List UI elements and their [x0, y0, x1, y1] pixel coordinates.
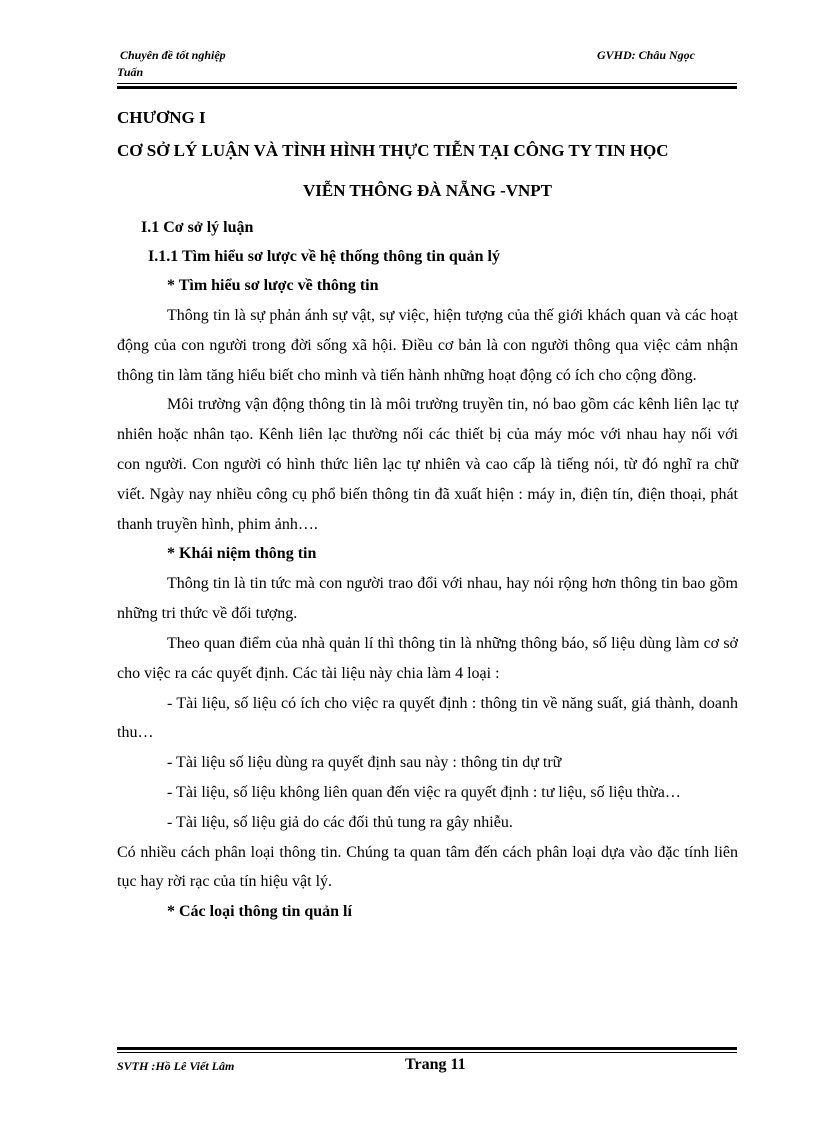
chapter-title-line-2: VIỄN THÔNG ĐÀ NẴNG -VNPT [302, 181, 553, 200]
chapter-label: CHƯƠNG I [117, 108, 206, 127]
header-rule-thin [117, 83, 737, 84]
list-item-2: - Tài liệu số liệu dùng ra quyết định sau này : thông tin dự trữ [167, 754, 562, 772]
paragraph-2: Môi trường vận động thông tin là môi trường truyền tin, nó bao gồm các kênh liên lạc tự nhiên hoặc nhân tạo. Kênh liên lạc thường nối các thiết bị của máy móc với nhau hay nối với con người. Con người có hình thức liên lạc tự nhiên và cao cấp là tiếng nói, từ đó nghĩ ra chữ viết. Ngày nay nhiều công cụ phổ biến thông tin đã xuất hiện : máy in, điện tín, điện thoại, phát thanh truyền hình, phim ảnh…. [117, 396, 738, 533]
list-item-1: - Tài liệu, số liệu có ích cho việc ra quyết định : thông tin về năng suất, giá thành, doanh thu… [117, 694, 738, 742]
footer-rule-thin [117, 1052, 737, 1053]
paragraph-1: Thông tin là sự phản ánh sự vật, sự việc, hiện tượng của thế giới khách quan và các hoạt động của con người trong đời sống xã hội. Điều cơ bản là con người thông qua việc cảm nhận thông tin làm tăng hiểu biết cho mình và tiến hành những hoạt động có ích cho cộng đồng. [117, 307, 738, 384]
header-advisor: GVHD: Châu Ngọc [597, 48, 696, 62]
topic-heading-concept: * Khái niệm thông tin [167, 545, 317, 563]
list-item-4: - Tài liệu, số liệu giả do các đối thủ tung ra gây nhiễu. [167, 813, 513, 831]
page-body [117, 103, 738, 927]
chapter-title-line-1: CƠ SỞ LÝ LUẬN VÀ TÌNH HÌNH THỰC TIỄN TẠI CÔNG TY TIN HỌC [117, 141, 669, 160]
footer-author: SVTH :Hồ Lê Viết Lâm [117, 1059, 235, 1073]
section-heading: I.1 Cơ sở lý luận [141, 219, 254, 236]
topic-heading-types: * Các loại thông tin quản lí [167, 903, 352, 921]
topic-heading-overview: * Tìm hiểu sơ lược về thông tin [167, 277, 379, 294]
header-rule-thick [117, 86, 737, 89]
footer-rule-thick [117, 1047, 737, 1050]
header-document-title: Chuyên đề tốt nghiệp [120, 48, 226, 62]
paragraph-9: Có nhiều cách phân loại thông tin. Chúng ta quan tâm đến cách phân loại dựa vào đặc tính liên tục hay rời rạc của tín hiệu vật lý. [117, 843, 738, 891]
subsection-heading: I.1.1 Tìm hiểu sơ lược về hệ thống thông tin quản lý [148, 248, 500, 265]
header-advisor-continued: Tuấn [117, 65, 144, 79]
paragraph-3: Thông tin là tin tức mà con người trao đổi với nhau, hay nói rộng hơn thông tin bao gồm những tri thức về đối tượng. [117, 575, 738, 623]
list-item-3: - Tài liệu, số liệu không liên quan đến việc ra quyết định : tư liệu, số liệu thừa… [167, 783, 681, 801]
paragraph-4: Theo quan điểm của nhà quản lí thì thông tin là những thông báo, số liệu dùng làm cơ sở cho việc ra các quyết định. Các tài liệu này chia làm 4 loại : [117, 634, 738, 682]
footer-page-number: Trang 11 [405, 1056, 466, 1073]
